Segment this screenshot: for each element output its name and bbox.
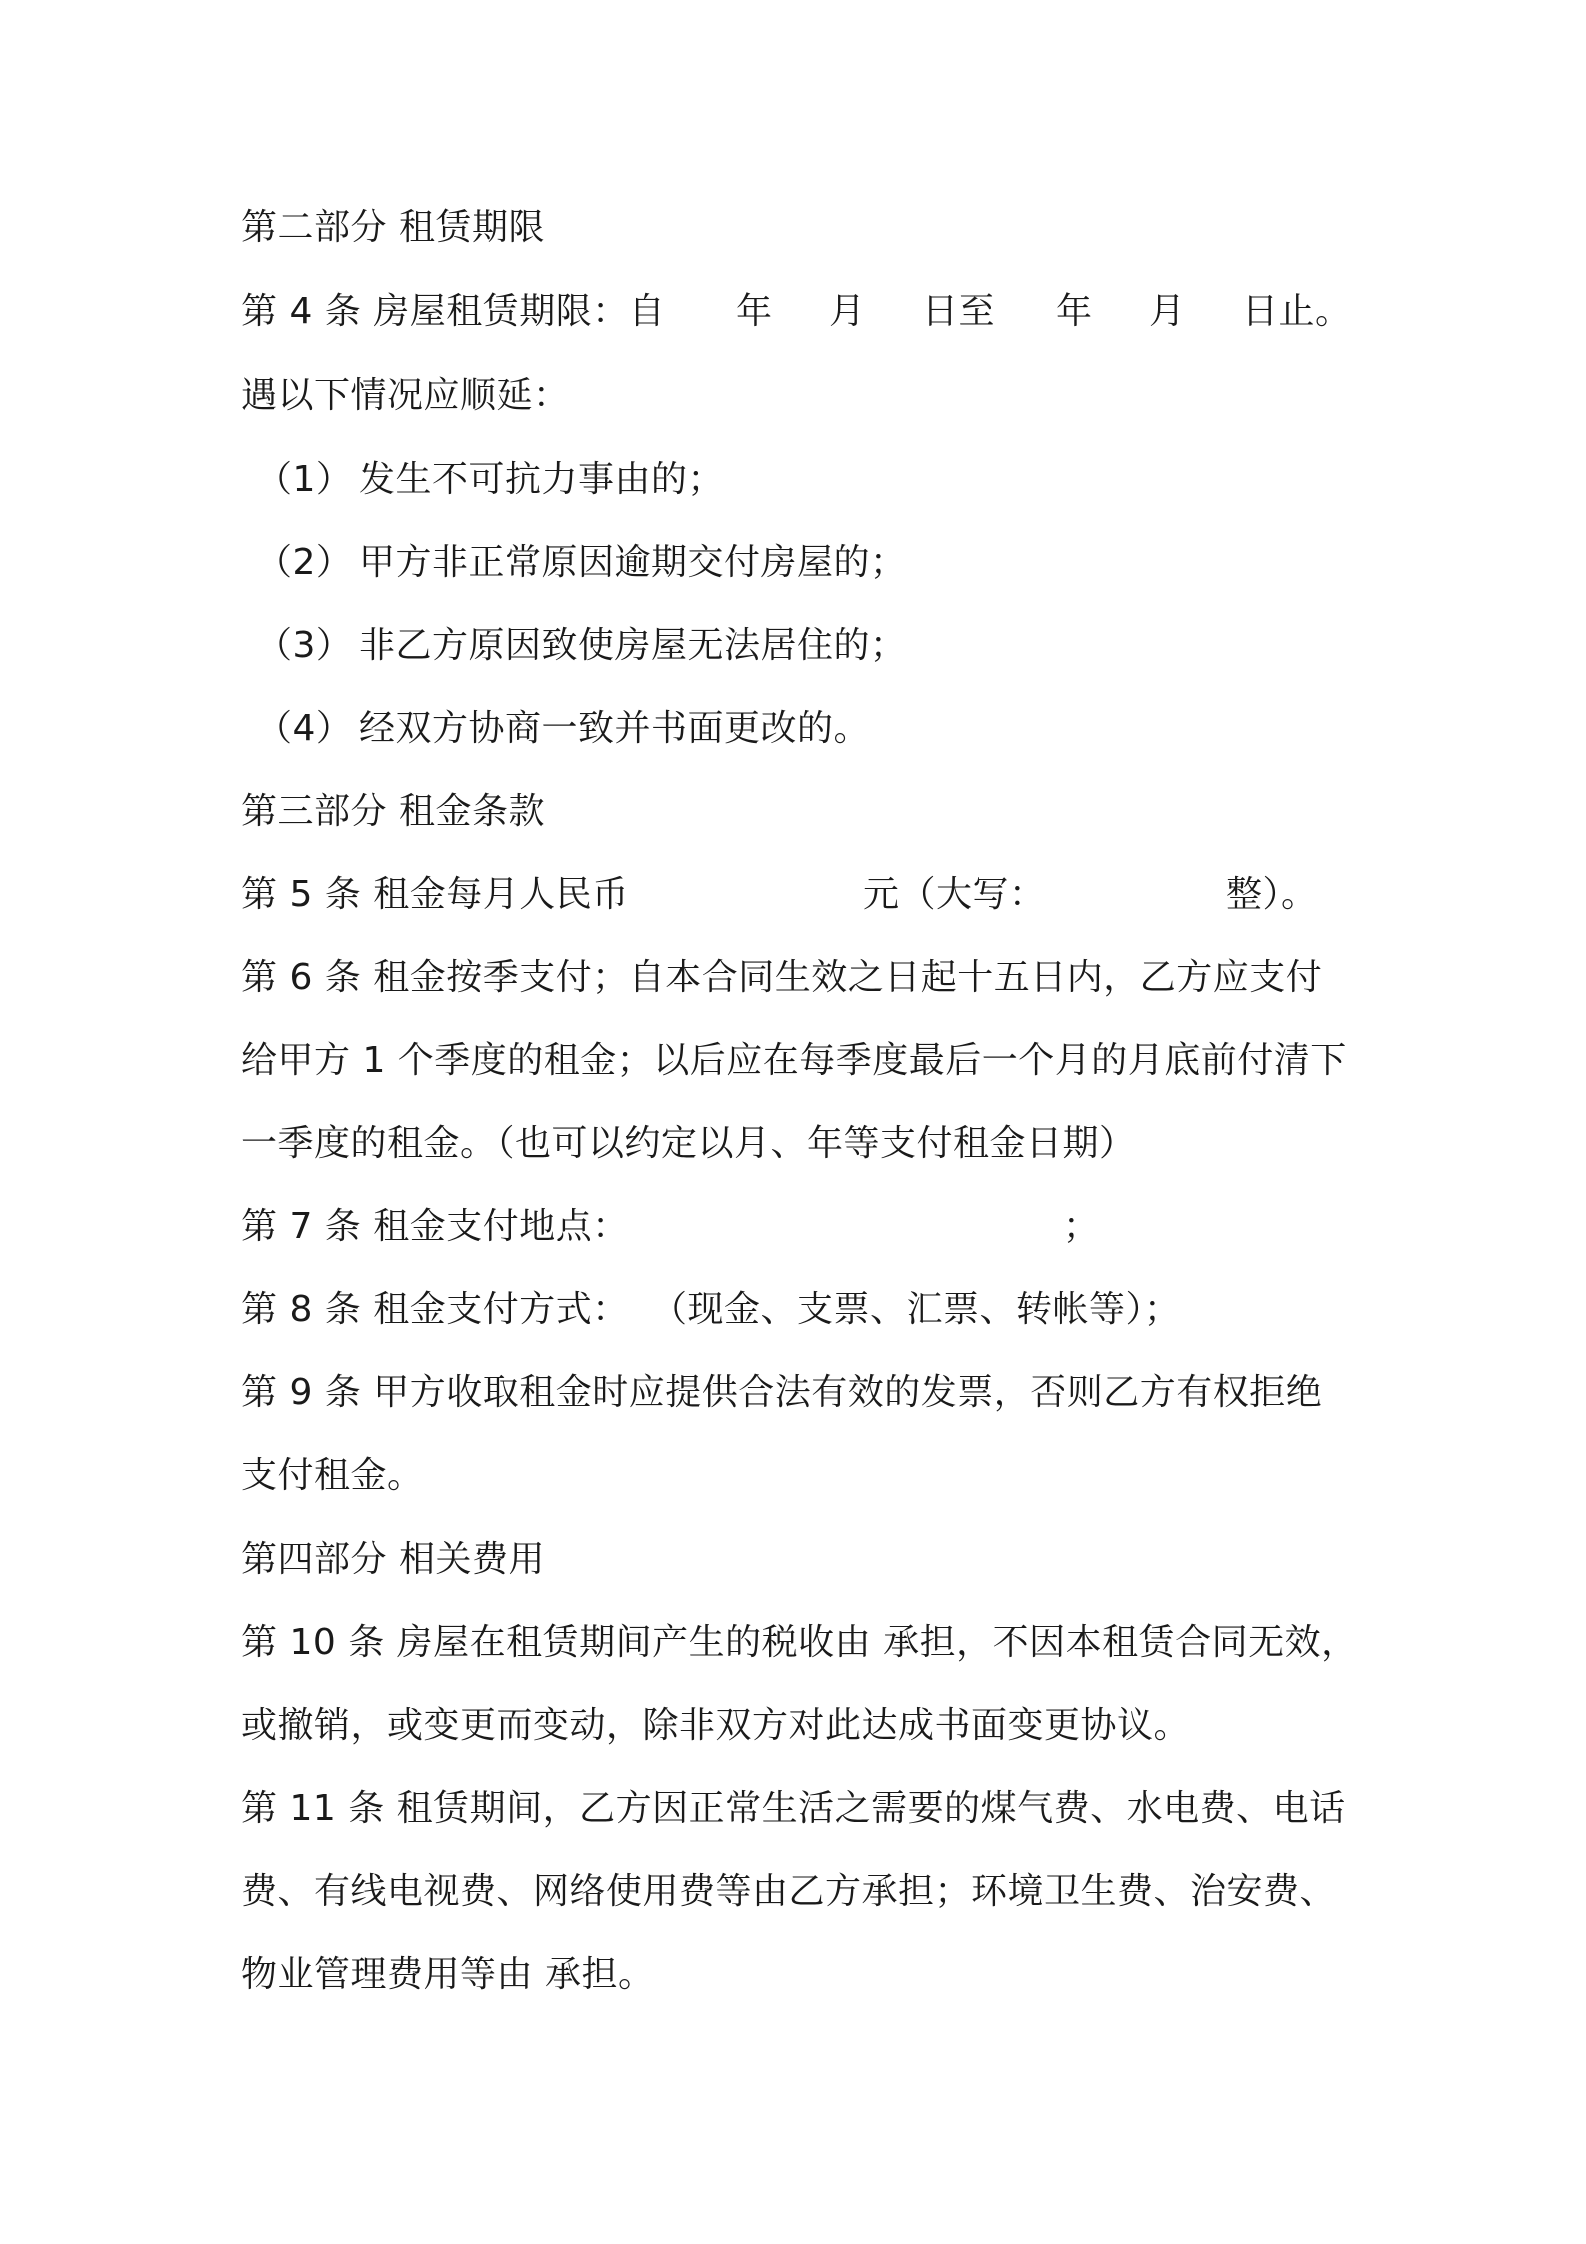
- article-5: [241, 873, 1341, 917]
- article-7-end: ；: [1063, 1206, 1100, 1247]
- extension-intro: 遇以下情况应顺延：: [241, 375, 570, 416]
- article-6-line: 一季度的租金。（也可以约定以月、年等支付租金日期）: [241, 1123, 1136, 1164]
- article-8-methods: （现金、支票、汇票、转帐等）；: [651, 1289, 1181, 1330]
- article-4: [241, 290, 1352, 334]
- article-5-zheng: 整）。: [1226, 874, 1318, 915]
- case-item: [256, 707, 1056, 751]
- case-item: [256, 624, 1056, 668]
- article-9-line: 支付租金。: [241, 1455, 424, 1496]
- case-text: 甲方非正常原因逾期交付房屋的；: [359, 542, 907, 583]
- article-4-day-end: 日止。: [1242, 291, 1352, 332]
- article-5-label: 第 5 条 租金每月人民币: [241, 874, 629, 915]
- article-9-line: 第 9 条 甲方收取租金时应提供合法有效的发票，否则乙方有权拒绝: [241, 1372, 1323, 1413]
- article-11-line: 费、有线电视费、网络使用费等由乙方承担；环境卫生费、治安费、: [241, 1871, 1337, 1912]
- article-11-line: 第 11 条 租赁期间，乙方因正常生活之需要的煤气费、水电费、电话: [241, 1788, 1346, 1829]
- article-10-line: 或撤销，或变更而变动，除非双方对此达成书面变更协议。: [241, 1705, 1191, 1746]
- case-item: [256, 541, 1056, 585]
- case-item: [256, 458, 1056, 502]
- case-number: （3）: [256, 625, 353, 666]
- article-8-label: 第 8 条 租金支付方式：: [241, 1289, 629, 1330]
- article-4-month-2: 月: [1149, 291, 1186, 332]
- article-4-month-1: 月: [829, 291, 866, 332]
- part2-heading: 第二部分 租赁期限: [241, 207, 545, 248]
- article-10-line: 第 10 条 房屋在租赁期间产生的税收由 承担，不因本租赁合同无效，: [241, 1622, 1358, 1663]
- case-text: 发生不可抗力事由的；: [359, 459, 725, 500]
- article-4-year-1: 年: [736, 291, 773, 332]
- part4-heading: 第四部分 相关费用: [241, 1539, 545, 1580]
- article-4-day-to: 日至: [922, 291, 996, 332]
- article-8: [241, 1288, 1341, 1332]
- case-number: （2）: [256, 542, 353, 583]
- article-6-line: 给甲方 1 个季度的租金；以后应在每季度最后一个月的月底前付清下: [241, 1040, 1347, 1081]
- article-5-yuan: 元（大写：: [863, 874, 1046, 915]
- case-text: 非乙方原因致使房屋无法居住的；: [359, 625, 907, 666]
- article-6-line: 第 6 条 租金按季支付；自本合同生效之日起十五日内，乙方应支付: [241, 957, 1323, 998]
- case-number: （1）: [256, 459, 353, 500]
- part3-heading: 第三部分 租金条款: [241, 791, 545, 832]
- case-number: （4）: [256, 708, 353, 749]
- article-7-label: 第 7 条 租金支付地点：: [241, 1206, 629, 1247]
- article-7: [241, 1205, 1341, 1249]
- article-4-label: 第 4 条 房屋租赁期限：自: [241, 291, 666, 332]
- article-11-line: 物业管理费用等由 承担。: [241, 1954, 655, 1995]
- article-4-year-2: 年: [1056, 291, 1093, 332]
- case-text: 经双方协商一致并书面更改的。: [359, 708, 871, 749]
